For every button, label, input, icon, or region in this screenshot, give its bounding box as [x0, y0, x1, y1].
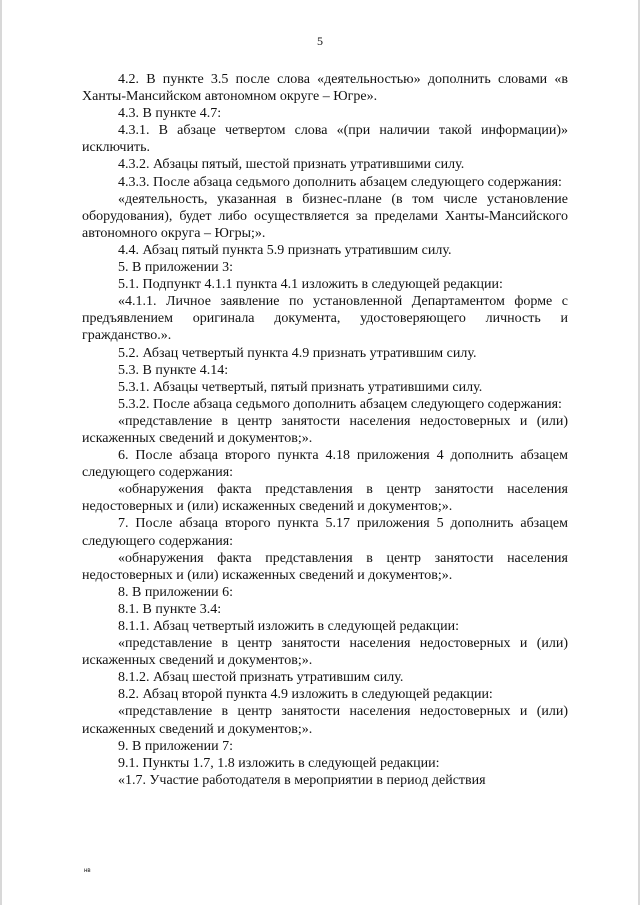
paragraph: 5.3.1. Абзацы четвертый, пятый признать утратившими силу. — [118, 379, 483, 395]
paragraph: 5.3. В пункте 4.14: — [118, 362, 229, 378]
paragraph: «4.1.1. Личное заявление по установленной Департаментом форме с предъявлением оригинала документа, удостоверяющего личность и гражданство.». — [82, 294, 568, 344]
document-body — [82, 71, 568, 789]
paragraph: «обнаружения факта представления в центр занятости населения недостоверных и (или) искаженных сведений и документов;». — [82, 550, 568, 583]
paragraph: 8.1. В пункте 3.4: — [118, 601, 222, 617]
paragraph: 4.3.1. В абзаце четвертом слова «(при наличии такой информации)» исключить. — [82, 123, 568, 156]
paragraph: 9. В приложении 7: — [118, 738, 234, 754]
paragraph: 8. В приложении 6: — [118, 584, 234, 600]
paragraph: 4.3. В пункте 4.7: — [118, 106, 222, 122]
scan-edge-left — [0, 0, 2, 905]
paragraph: 5.2. Абзац четвертый пункта 4.9 признать утратившим силу. — [118, 345, 477, 361]
paragraph: «1.7. Участие работодателя в мероприятии в период действия — [118, 772, 486, 788]
paragraph: 6. После абзаца второго пункта 4.18 приложения 4 дополнить абзацем следующего содержания: — [82, 448, 568, 481]
page-number: 5 — [317, 34, 323, 48]
paragraph: 4.3.2. Абзацы пятый, шестой признать утратившими силу. — [118, 157, 465, 173]
paragraph: 5.3.2. После абзаца седьмого дополнить абзацем следующего содержания: — [118, 396, 562, 412]
paragraph: 5. В приложении 3: — [118, 260, 234, 276]
paragraph: «обнаружения факта представления в центр занятости населения недостоверных и (или) искаженных сведений и документов;». — [82, 482, 568, 515]
paragraph: 4.3.3. После абзаца седьмого дополнить абзацем следующего содержания: — [118, 174, 562, 190]
paragraph: 5.1. Подпункт 4.1.1 пункта 4.1 изложить в следующей редакции: — [118, 277, 503, 293]
paragraph: 4.2. В пункте 3.5 после слова «деятельностью» дополнить словами «в Ханты-Мансийском автономном округе – Югре». — [82, 72, 568, 105]
paragraph: «деятельность, указанная в бизнес-плане (в том числе установление оборудования), будет либо осуществляется за пределами Ханты-Мансийского автономного округа – Югры;». — [82, 191, 568, 241]
paragraph: 8.1.2. Абзац шестой признать утратившим силу. — [118, 670, 404, 686]
paragraph: 7. После абзаца второго пункта 5.17 приложения 5 дополнить абзацем следующего содержания: — [82, 516, 568, 549]
paragraph: 8.1.1. Абзац четвертый изложить в следующей редакции: — [118, 619, 459, 634]
paragraph: 8.2. Абзац второй пункта 4.9 изложить в следующей редакции: — [118, 687, 493, 703]
paragraph: «представление в центр занятости населения недостоверных и (или) искаженных сведений и документов;». — [82, 413, 568, 446]
paragraph: 9.1. Пункты 1.7, 1.8 изложить в следующей редакции: — [118, 755, 440, 771]
paragraph: «представление в центр занятости населения недостоверных и (или) искаженных сведений и документов;». — [82, 636, 568, 669]
paragraph: «представление в центр занятости населения недостоверных и (или) искаженных сведений и документов;». — [82, 704, 568, 737]
paragraph: 4.4. Абзац пятый пункта 5.9 признать утратившим силу. — [118, 242, 452, 258]
footer-initials: нв — [84, 868, 91, 874]
